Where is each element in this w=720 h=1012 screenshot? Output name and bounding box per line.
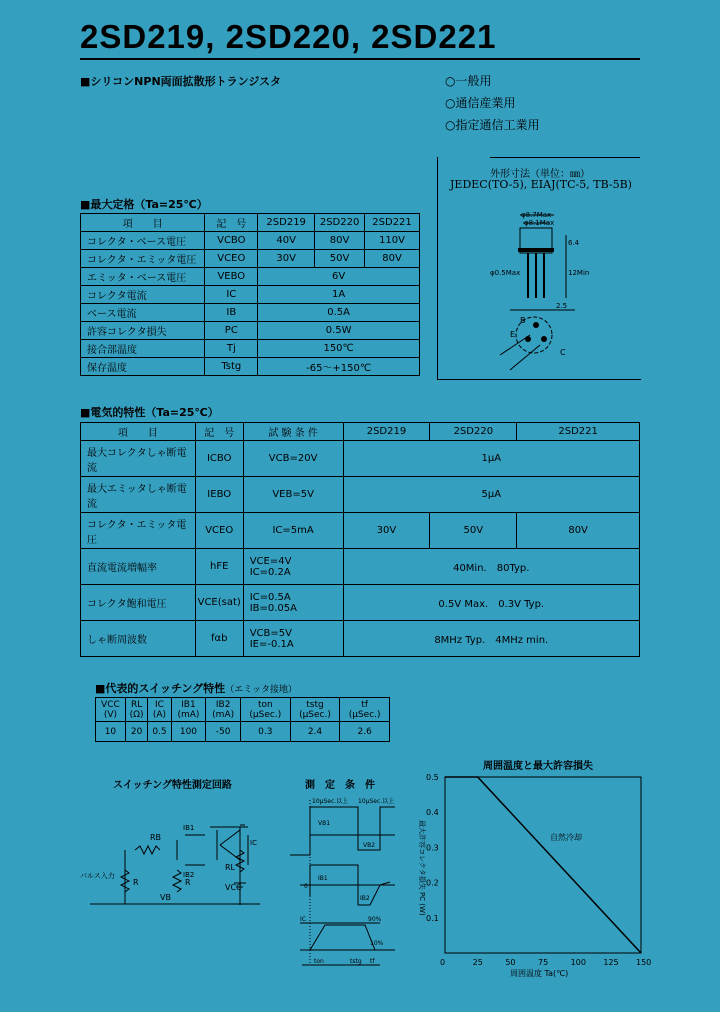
table-row xyxy=(96,722,390,742)
title-rule xyxy=(80,58,640,60)
column-header: 2SD219 xyxy=(258,214,315,232)
table-header-row xyxy=(96,698,390,722)
circuit-label: パルス入力 xyxy=(80,872,115,880)
symbol-cell: VCEO xyxy=(195,513,243,549)
column-header: IB2 (mA) xyxy=(206,698,241,722)
table-row xyxy=(81,549,640,585)
value-cell: 0.5W xyxy=(258,322,420,340)
column-header: IC (A) xyxy=(148,698,171,722)
circuit-label: IB2 xyxy=(183,871,195,879)
dim-label: 2.5 xyxy=(556,302,568,310)
electrical-table xyxy=(80,422,640,657)
column-header: tstg (μSec.) xyxy=(290,698,340,722)
column-header: 記 号 xyxy=(195,423,243,441)
table-row xyxy=(81,304,420,322)
item-cell: 最大エミッタしゃ断電流 xyxy=(81,477,196,513)
table-row xyxy=(81,340,420,358)
value-cell: 80V xyxy=(365,250,420,268)
condition-line: VCE=4V xyxy=(249,555,292,567)
x-tick-label: 50 xyxy=(505,958,516,967)
value-cell: 2.4 xyxy=(290,722,340,742)
x-tick-label: 125 xyxy=(603,958,619,967)
page-title: 2SD219, 2SD220, 2SD221 xyxy=(80,18,497,55)
application-item: ○一般用 xyxy=(445,74,492,88)
value-cell: 50V xyxy=(430,513,517,549)
pin-label-emitter: E xyxy=(510,330,516,339)
symbol-cell: VCBO xyxy=(205,232,258,250)
table-row xyxy=(81,358,420,376)
timing-label: 0 xyxy=(304,883,308,890)
column-header: ton (μSec.) xyxy=(241,698,291,722)
table-row xyxy=(81,286,420,304)
item-cell: コレクタ電流 xyxy=(81,286,205,304)
condition-cell xyxy=(243,477,343,513)
symbol-cell: Tj xyxy=(205,340,258,358)
switching-heading xyxy=(95,680,297,696)
table-row xyxy=(81,441,640,477)
x-axis-label: 周囲温度 Ta(℃) xyxy=(510,969,569,978)
value-cell: 0.5V Max. 0.3V Typ. xyxy=(343,585,639,621)
value-cell: 80V xyxy=(517,513,640,549)
applications-list xyxy=(445,72,539,138)
column-header: 2SD220 xyxy=(430,423,517,441)
electrical-heading: ■電気的特性（Ta=25℃） xyxy=(80,406,219,419)
symbol-cell: VEBO xyxy=(205,268,258,286)
item-cell: 直流電流増幅率 xyxy=(81,549,196,585)
column-header: 試 験 条 件 xyxy=(243,423,343,441)
item-cell: コレクタ飽和電圧 xyxy=(81,585,196,621)
timing-label: ton xyxy=(314,958,324,965)
value-cell: 1A xyxy=(258,286,420,304)
y-tick-label: 0.3 xyxy=(426,843,439,853)
condition-line: IE=-0.1A xyxy=(249,638,294,650)
table-row xyxy=(81,621,640,657)
symbol-cell: IB xyxy=(205,304,258,322)
condition-line: IB=0.05A xyxy=(249,602,297,614)
item-cell: 接合部温度 xyxy=(81,340,205,358)
timing-label: 10% xyxy=(370,940,384,947)
timing-label: 10μSec.以上 xyxy=(358,798,395,805)
derating-chart xyxy=(400,770,660,980)
symbol-cell: VCEO xyxy=(205,250,258,268)
value-cell: -50 xyxy=(206,722,241,742)
condition-line: VEB=5V xyxy=(272,489,314,500)
table-row xyxy=(81,250,420,268)
y-tick-label: 0.4 xyxy=(426,808,439,818)
timing-label: IB2 xyxy=(360,895,370,902)
item-cell: 許容コレクタ損失 xyxy=(81,322,205,340)
subtitle: ■シリコンNPN両面拡散形トランジスタ xyxy=(80,75,282,88)
symbol-cell: fαb xyxy=(195,621,243,657)
y-tick-label: 0.1 xyxy=(426,913,439,923)
table-row xyxy=(81,322,420,340)
column-header: tf (μSec.) xyxy=(340,698,390,722)
column-header: 2SD221 xyxy=(517,423,640,441)
item-cell: 保存温度 xyxy=(81,358,205,376)
chart-annotation: 自然冷却 xyxy=(550,833,582,842)
switching-table xyxy=(95,697,390,742)
table-header-row xyxy=(81,423,640,441)
condition-line: VCB=5V xyxy=(249,627,292,639)
symbol-cell: IC xyxy=(205,286,258,304)
x-tick-label: 100 xyxy=(570,958,586,967)
derating-curve xyxy=(445,777,641,953)
value-cell: 40Min. 80Typ. xyxy=(343,549,639,585)
package-standard: JEDEC(TO-5), EIAJ(TC-5, TB-5B) xyxy=(450,178,632,191)
condition-line: VCB=20V xyxy=(268,453,318,464)
circuit-label: R xyxy=(133,878,139,887)
column-header: 2SD221 xyxy=(365,214,420,232)
value-cell: 0.3 xyxy=(241,722,291,742)
value-cell: -65～+150℃ xyxy=(258,358,420,376)
circuit-label: RL xyxy=(225,863,236,872)
dim-label: 6.4 xyxy=(568,239,580,247)
value-cell: 1μA xyxy=(343,441,639,477)
value-cell: 40V xyxy=(258,232,315,250)
chart-title: 周囲温度と最大許容損失 xyxy=(483,761,593,772)
circuit-label: RB xyxy=(150,833,162,842)
circuit-label: VCC xyxy=(225,883,242,892)
dim-label: 12Min xyxy=(568,269,590,277)
dim-label: φ0.5Max xyxy=(490,269,521,277)
switching-heading-text: ■代表的スイッチング特性 xyxy=(95,682,226,695)
value-cell: 20 xyxy=(125,722,148,742)
condition-cell xyxy=(243,585,343,621)
package-top-rule xyxy=(490,157,640,158)
column-header: 項 目 xyxy=(81,423,196,441)
value-cell: 110V xyxy=(365,232,420,250)
symbol-cell: Tstg xyxy=(205,358,258,376)
column-header: RL (Ω) xyxy=(125,698,148,722)
timing-label: IC xyxy=(300,916,306,923)
pin-label-base: B xyxy=(520,316,526,325)
item-cell: コレクタ・エミッタ電圧 xyxy=(81,513,196,549)
value-cell: 10 xyxy=(96,722,126,742)
value-cell: 2.6 xyxy=(340,722,390,742)
column-header: 2SD219 xyxy=(343,423,430,441)
x-tick-label: 0 xyxy=(440,958,446,967)
y-axis-label: 最大許容コレクタ損失 PC (W) xyxy=(418,820,426,916)
dim-label: φ8.7Max xyxy=(521,211,552,219)
condition-cell xyxy=(243,621,343,657)
column-header: IB1 (mA) xyxy=(171,698,206,722)
dim-label: φ8.1Max xyxy=(524,219,555,227)
x-tick-label: 25 xyxy=(472,958,483,967)
condition-line: IC=5mA xyxy=(272,525,314,536)
pin-label-collector: C xyxy=(560,348,566,357)
condition-cell xyxy=(243,549,343,585)
application-item: ○通信産業用 xyxy=(445,96,516,110)
symbol-cell: PC xyxy=(205,322,258,340)
value-cell: 150℃ xyxy=(258,340,420,358)
x-tick-label: 75 xyxy=(538,958,549,967)
timing-diagram xyxy=(270,795,400,975)
table-row xyxy=(81,513,640,549)
symbol-cell: VCE(sat) xyxy=(195,585,243,621)
item-cell: 最大コレクタしゃ断電流 xyxy=(81,441,196,477)
circuit-label: IC xyxy=(250,839,257,847)
timing-label: tstg xyxy=(350,958,362,965)
column-header: 項 目 xyxy=(81,214,205,232)
circuit-label: R xyxy=(185,878,191,887)
value-cell: 8MHz Typ. 4MHz min. xyxy=(343,621,639,657)
symbol-cell: IEBO xyxy=(195,477,243,513)
condition-cell xyxy=(243,441,343,477)
value-cell: 5μA xyxy=(343,477,639,513)
x-tick-label: 150 xyxy=(636,958,652,967)
column-header: 記 号 xyxy=(205,214,258,232)
value-cell: 30V xyxy=(258,250,315,268)
condition-line: IC=0.2A xyxy=(249,566,291,578)
max-ratings-table xyxy=(80,213,420,376)
value-cell: 100 xyxy=(171,722,206,742)
table-row xyxy=(81,477,640,513)
column-header: VCC (V) xyxy=(96,698,126,722)
y-tick-label: 0.5 xyxy=(426,773,439,782)
package-drawing xyxy=(470,195,620,375)
circuit-label: IB1 xyxy=(183,824,195,832)
value-cell: 0.5A xyxy=(258,304,420,322)
value-cell: 0.5 xyxy=(148,722,171,742)
symbol-cell: ICBO xyxy=(195,441,243,477)
timing-label: 10μSec.以上 xyxy=(312,798,349,805)
value-cell: 30V xyxy=(343,513,430,549)
application-item: ○指定通信工業用 xyxy=(445,118,540,132)
value-cell: 6V xyxy=(258,268,420,286)
package-title: 外形寸法（単位：㎜） xyxy=(490,169,590,180)
value-cell: 80V xyxy=(315,232,365,250)
table-row xyxy=(81,268,420,286)
timing-label: tf xyxy=(370,958,375,965)
condition-cell xyxy=(243,513,343,549)
timing-label: IB1 xyxy=(318,875,328,882)
conditions-title: 測 定 条 件 xyxy=(305,780,375,791)
plot-frame xyxy=(445,777,641,953)
y-tick-label: 0.2 xyxy=(426,878,439,888)
timing-label: VB2 xyxy=(363,842,376,849)
item-cell: エミッタ・ベース電圧 xyxy=(81,268,205,286)
circuit-label: VB xyxy=(160,893,171,902)
table-header-row xyxy=(81,214,420,232)
table-row xyxy=(81,585,640,621)
switching-heading-note: （エミッタ接地） xyxy=(225,685,298,695)
item-cell: コレクタ・ベース電圧 xyxy=(81,232,205,250)
value-cell: 50V xyxy=(315,250,365,268)
timing-label: VB1 xyxy=(318,820,331,827)
column-header: 2SD220 xyxy=(315,214,365,232)
circuit-output-stage xyxy=(210,825,260,915)
max-ratings-heading: ■最大定格（Ta=25℃） xyxy=(80,198,208,211)
condition-line: IC=0.5A xyxy=(249,591,291,603)
timing-label: 90% xyxy=(368,916,382,923)
symbol-cell: hFE xyxy=(195,549,243,585)
table-row xyxy=(81,232,420,250)
circuit-title: スイッチング特性測定回路 xyxy=(113,780,232,791)
item-cell: コレクタ・エミッタ電圧 xyxy=(81,250,205,268)
item-cell: ベース電流 xyxy=(81,304,205,322)
item-cell: しゃ断周波数 xyxy=(81,621,196,657)
